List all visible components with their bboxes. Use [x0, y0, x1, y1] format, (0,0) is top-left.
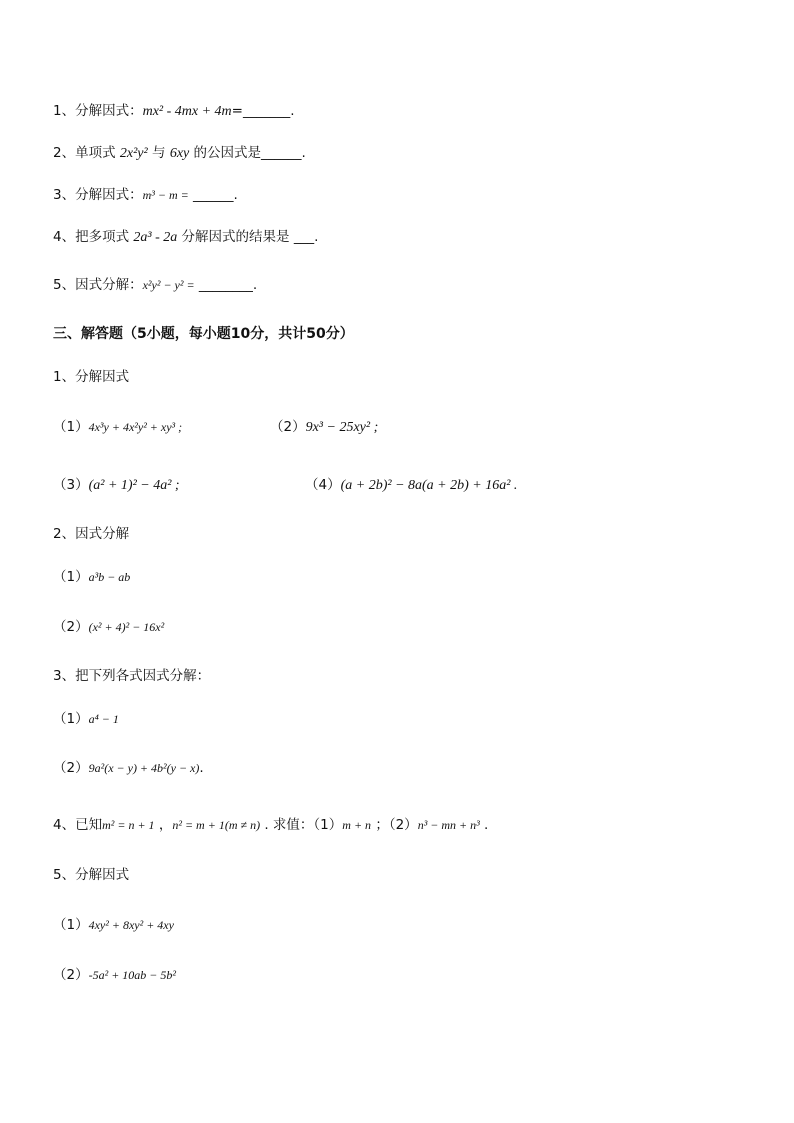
math-expression: mx² - 4mx + 4m [142, 104, 232, 119]
math-expression: a³b − ab [88, 570, 131, 584]
problem-2-part-2 [53, 618, 164, 636]
problem-3-title: 3、把下列各式因式分解： [53, 668, 211, 684]
blank: ______. [188, 187, 238, 203]
math-expression: 9a²(x − y) + 4b²(y − x) [88, 761, 200, 775]
item-text: 分解因式： [75, 103, 143, 119]
problem-1-title: 1、分解因式 [53, 369, 130, 385]
math-expression: 2a³ - 2a [133, 230, 178, 245]
problem-3-part-2 [53, 759, 204, 777]
item-number: 3、 [53, 187, 76, 203]
blank: 的公因式是______. [189, 145, 306, 161]
fill-blank-5 [53, 276, 257, 294]
math-expression: 9x³ − 25xy² ; [305, 420, 379, 435]
part-label: （1） [53, 711, 89, 727]
problem-5-part-1 [53, 916, 174, 934]
part-label: （4） [305, 477, 341, 493]
math-expression: a⁴ − 1 [88, 712, 119, 726]
item-text: 与 [147, 145, 170, 161]
part-label: （2） [53, 619, 89, 635]
item-number: 5、 [53, 277, 76, 293]
part-label: （2） [53, 967, 89, 983]
problem-1-part-2 [270, 418, 378, 437]
problem-5-title: 5、分解因式 [53, 867, 130, 883]
problem-2-part-1 [53, 568, 130, 586]
math-expression: m³ − m = [142, 188, 189, 202]
fill-blank-4 [53, 228, 318, 247]
math-expression: 4xy² + 8xy² + 4xy [88, 918, 174, 932]
math-expression: m² = n + 1 [102, 818, 155, 832]
item-number: 4、 [53, 229, 76, 245]
problem-5-part-2 [53, 966, 176, 984]
math-expression: 4x³y + 4x²y² + xy³ ; [88, 420, 183, 434]
math-expression: 2x²y² [119, 146, 148, 161]
fill-blank-2 [53, 144, 306, 163]
fill-blank-3 [53, 186, 238, 204]
item-text: 把多项式 [75, 229, 134, 245]
comma: ， [154, 817, 173, 833]
blank: 分解因式的结果是 ___. [177, 229, 319, 245]
problem-2-title: 2、因式分解 [53, 526, 130, 542]
problem-1-part-3 [53, 476, 180, 495]
problem-4-sep: ；（2） [371, 817, 418, 833]
item-number: 1、 [53, 103, 76, 119]
part-label: （2） [53, 760, 89, 776]
math-expression: n³ − mn + n³ [417, 818, 480, 832]
section-heading: 三、解答题（5小题，每小题10分，共计50分） [53, 326, 354, 342]
math-expression: m + n [342, 818, 372, 832]
item-text: 因式分解： [75, 277, 143, 293]
math-expression: (x² + 4)² − 16x² [88, 620, 165, 634]
blank: =_______. [231, 103, 295, 119]
part-label: （3） [53, 477, 89, 493]
math-expression: x²y² − y² = [142, 278, 195, 292]
problem-3-part-1 [53, 710, 119, 728]
item-text: 单项式 [75, 145, 120, 161]
period: . [479, 817, 489, 833]
problem-1-part-1 [53, 418, 182, 436]
problem-4-prefix: 4、已知 [53, 817, 103, 833]
problem-1-part-4 [305, 476, 517, 495]
math-expression: 6xy [169, 146, 190, 161]
part-label: （2） [270, 419, 306, 435]
item-number: 2、 [53, 145, 76, 161]
part-label: （1） [53, 917, 89, 933]
math-expression: -5a² + 10ab − 5b² [88, 968, 176, 982]
math-expression: (a + 2b)² − 8a(a + 2b) + 16a² . [340, 478, 518, 493]
math-expression: n² = m + 1(m ≠ n) [172, 818, 261, 832]
part-label: （1） [53, 419, 89, 435]
blank: ________. [194, 277, 258, 293]
period: . [199, 760, 204, 776]
part-label: （1） [53, 569, 89, 585]
math-expression: (a² + 1)² − 4a² ; [88, 478, 180, 493]
item-text: 分解因式： [75, 187, 143, 203]
problem-4 [53, 816, 488, 834]
problem-4-mid: . 求值：（1） [260, 817, 343, 833]
fill-blank-1 [53, 102, 295, 121]
